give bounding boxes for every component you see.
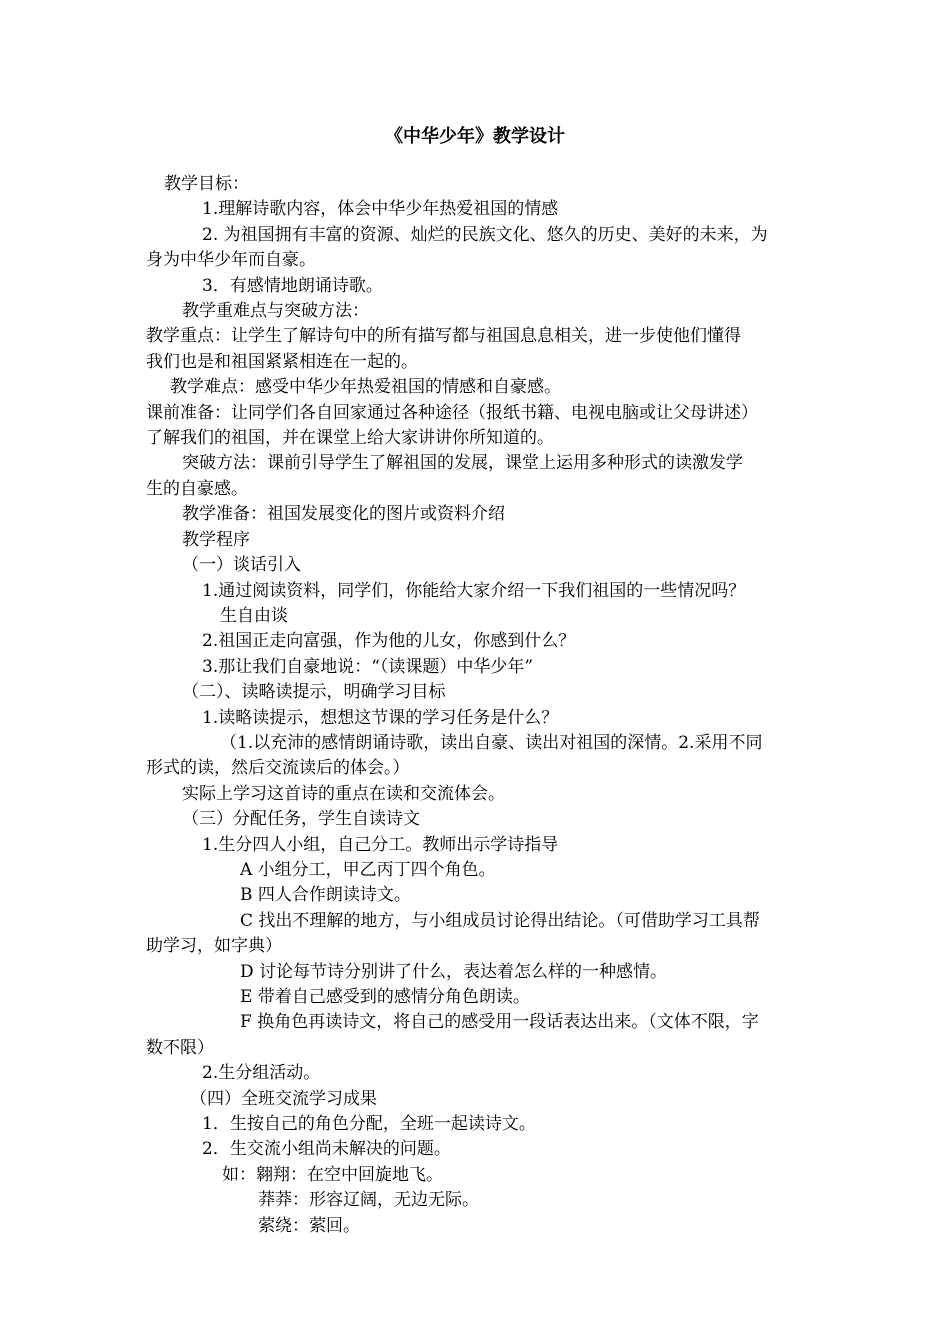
paragraph-line: E 带着自己感受到的感情分角色朗读。 bbox=[240, 987, 530, 1007]
paragraph-line: 1.通过阅读资料，同学们，你能给大家介绍一下我们祖国的一些情况吗？ bbox=[202, 580, 746, 601]
paragraph-line: 教学重难点与突破方法： bbox=[182, 301, 369, 322]
paragraph-line: A 小组分工，甲乙丙丁四个角色。 bbox=[240, 859, 496, 880]
paragraph-line: 莽莽：形容辽阔，无边无际。 bbox=[258, 1190, 479, 1211]
paragraph-line: 2. 为祖国拥有丰富的资源、灿烂的民族文化、悠久的历史、美好的未来，为 bbox=[202, 224, 768, 245]
paragraph-line: 3．有感情地朗诵诗歌。 bbox=[202, 275, 383, 296]
paragraph-line: 如：翱翔：在空中回旋地飞。 bbox=[222, 1164, 443, 1185]
paragraph-line: 教学目标： bbox=[164, 174, 249, 194]
paragraph-line: C 找出不理解的地方，与小组成员讨论得出结论。（可借助学习工具帮 bbox=[240, 910, 760, 931]
paragraph-line: 1.读略读提示，想想这节课的学习任务是什么？ bbox=[202, 707, 559, 728]
paragraph-line: 生自由谈 bbox=[220, 605, 288, 626]
paragraph-line: 1.理解诗歌内容，体会中华少年热爱祖国的情感 bbox=[202, 199, 559, 220]
paragraph-line: （三）分配任务，学生自读诗文 bbox=[182, 809, 420, 830]
paragraph-line: 萦绕：萦回。 bbox=[258, 1215, 360, 1236]
paragraph-line: 助学习，如字典） bbox=[146, 936, 282, 957]
paragraph-line: （1.以充沛的感情朗诵诗歌，读出自豪、读出对祖国的深情。2.采用不同 bbox=[220, 732, 763, 753]
paragraph-line: 课前准备：让同学们各自回家通过各种途径（报纸书籍、电视电脑或让父母讲述） bbox=[146, 402, 758, 423]
paragraph-line: F 换角色再读诗文，将自己的感受用一段话表达出来。（文体不限，字 bbox=[240, 1012, 759, 1033]
paragraph-line: 教学程序 bbox=[182, 529, 250, 550]
paragraph-line: 我们也是和祖国紧紧相连在一起的。 bbox=[146, 351, 418, 372]
paragraph-line: 2.祖国正走向富强，作为他的儿女，你感到什么？ bbox=[202, 631, 576, 652]
paragraph-line: 教学重点：让学生了解诗句中的所有描写都与祖国息息相关，进一步使他们懂得 bbox=[146, 326, 741, 347]
paragraph-line: 3.那让我们自豪地说：“（读课题）中华少年” bbox=[202, 656, 534, 677]
document-body bbox=[146, 172, 810, 1239]
paragraph-line: D 讨论每节诗分别讲了什么，表达着怎么样的一种感情。 bbox=[240, 961, 668, 982]
paragraph-line: 实际上学习这首诗的重点在读和交流体会。 bbox=[182, 783, 505, 804]
paragraph-line: 生的自豪感。 bbox=[146, 478, 248, 499]
paragraph-line: 身为中华少年而自豪。 bbox=[146, 250, 316, 271]
paragraph-line: 数不限） bbox=[146, 1037, 214, 1058]
paragraph-line: 了解我们的祖国，并在课堂上给大家讲讲你所知道的。 bbox=[146, 428, 554, 449]
paragraph-line: 1.生分四人小组，自己分工。教师出示学诗指导 bbox=[202, 834, 559, 855]
paragraph-line: B 四人合作朗读诗文。 bbox=[240, 885, 411, 906]
paragraph-line: 1．生按自己的角色分配，全班一起读诗文。 bbox=[202, 1114, 536, 1135]
paragraph-line: （二）、读略读提示，明确学习目标 bbox=[182, 682, 446, 703]
document-title: 《中华少年》教学设计 bbox=[385, 126, 565, 147]
paragraph-line: 教学准备：祖国发展变化的图片或资料介绍 bbox=[182, 504, 505, 525]
paragraph-line: （四）全班交流学习成果 bbox=[190, 1088, 377, 1109]
paragraph-line: 2.生分组活动。 bbox=[202, 1063, 321, 1084]
paragraph-line: 教学难点：感受中华少年热爱祖国的情感和自豪感。 bbox=[170, 377, 561, 398]
paragraph-line: （一）谈话引入 bbox=[182, 555, 301, 576]
paragraph-line: 突破方法：课前引导学生了解祖国的发展，课堂上运用多种形式的读激发学 bbox=[182, 453, 743, 474]
paragraph-line: 形式的读，然后交流读后的体会。） bbox=[146, 758, 410, 779]
paragraph-line: 2．生交流小组尚未解决的问题。 bbox=[202, 1139, 451, 1160]
